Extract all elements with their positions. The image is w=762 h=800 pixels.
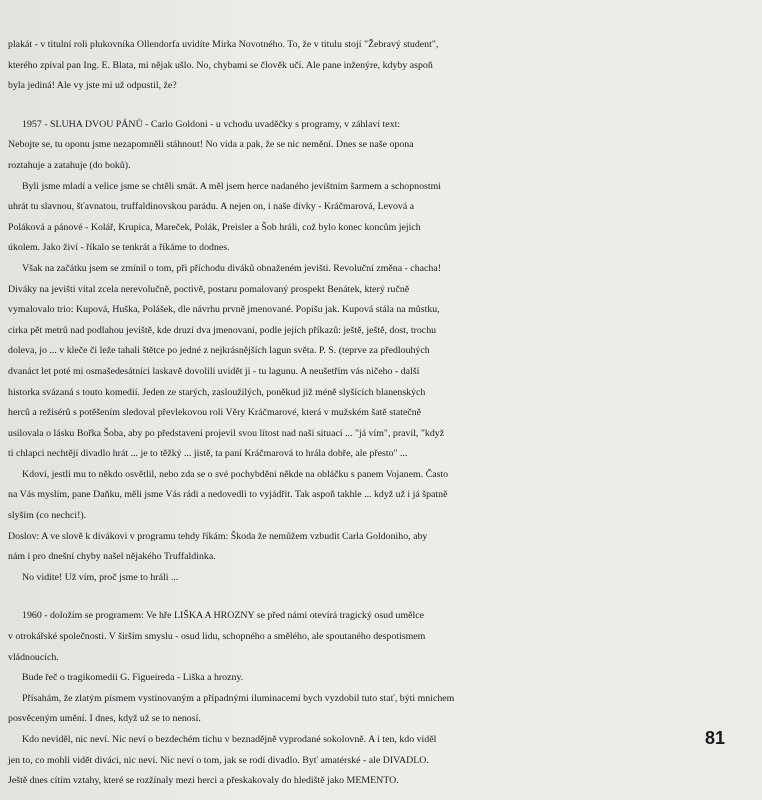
- paragraph-gap: [8, 97, 708, 115]
- text-line: Bude řeč o tragikomedii G. Figueireda - Liška a hrozny.: [22, 672, 244, 684]
- text-line: jen to, co mohli vidět diváci, nic neví. Nic neví o tom, jak se rodí divadlo. Byť amatérské - ale DIVADLO.: [8, 754, 429, 766]
- text-line: Však na začátku jsem se zmínil o tom, při příchodu diváků obnaženém jevišti. Revoluční změna - chacha!: [22, 262, 442, 274]
- paragraph-gap: [8, 588, 708, 606]
- text-line: No vidíte! Už vím, proč jsme to hráli ...: [22, 571, 179, 583]
- text-line: Kdoví, jestli mu to někdo osvětlil, nebo zda se o své pochybdění někde na obláčku s panem Vojanem. Často: [22, 468, 449, 480]
- page-number: 81: [705, 728, 726, 748]
- text-line: uhrát tu slavnou, šťavnatou, truffaldinovskou parádu. A nejen on, i naše dívky - Kráčmarová, Levová a: [8, 201, 415, 213]
- text-line: úkolem. Jako živí - říkalo se tenkrát a říkáme to dodnes.: [8, 242, 230, 254]
- text-line: slyším (co nechci!).: [8, 510, 87, 522]
- text-line: Diváky na jevišti vítal zcela nerevolučně, poctivě, postaru pomalovaný prospekt Benátek, který ručně: [8, 283, 410, 295]
- text-line: posvěceným umění. I dnes, když už se to nenosí.: [8, 713, 201, 725]
- text-line: herců a režisérů s potěšením sledoval převlekovou roli Věry Kráčmarové, která v mužském šatě statečně: [8, 407, 422, 419]
- text-line: Přísahám, že zlatým písmem vystínovaným a případnými iluminacemi bych vyzdobil tuto stať, býti mnichem: [22, 692, 455, 704]
- text-line: cirka pět metrů nad podlahou jeviště, kde druzí dva jmenovaní, podle jejích příkazů: ještě, ještě, dost, trochu: [8, 324, 437, 336]
- text-line: Doslov: A ve slově k divákovi v programu tehdy říkám: Škoda že nemůžem vzbudit Carla Goldoniho, aby: [8, 530, 428, 542]
- page-text: [0, 35, 708, 792]
- text-line: nám i pro dnešní chyby našel nějakého Truffaldinka.: [8, 551, 216, 563]
- text-line: kterého zpíval pan Ing. E. Blata, mi nějak ušlo. No, chybami se člověk učí. Ale pane inženýre, kdyby aspoň: [8, 59, 433, 71]
- text-line: na Vás myslím, pane Daňku, měli jsme Vás rádi a nedovedli to vyjádřit. Tak aspoň takhle ... když už i já špatně: [8, 489, 448, 501]
- text-line: Poláková a pánové - Kolář, Krupica, Mareček, Polák, Preisler a Šob hráli, což bylo konec koncům jejich: [8, 221, 421, 233]
- text-line: usilovala o lásku Bořka Šoba, aby po představení projevil svou lítost nad naší situací ... "já vím", pravil, "když: [8, 427, 445, 439]
- text-line: Nebojte se, tu oponu jsme nezapomněli stáhnout! No vida a pak, že se nic nemění. Dnes se naše opona: [8, 139, 414, 151]
- text-line: 1960 - doložím se programem: Ve hře LIŠKA A HROZNY se před námi otevírá tragický osud umělce: [22, 610, 425, 622]
- text-line: 1957 - SLUHA DVOU PÁNŮ - Carlo Goldoni - u vchodu uvaděčky s programy, v záhlaví text:: [22, 118, 401, 130]
- text-line: ti chlapci nechtějí divadlo hrát ... je to těžký ... jistě, ta paní Kráčmarová to hrála dobře, ale přesto" ...: [8, 448, 408, 460]
- text-line: Ještě dnes cítím vztahy, které se rozžínaly mezi herci a přeskakovaly do hlediště jako MEMENTO.: [8, 775, 399, 787]
- text-line: doleva, jo ... v kleče či leže tahali štětce po jedné z nejkrásnějších lagun světa. P. S. (teprve za předlouhých: [8, 345, 430, 357]
- text-line: historka svázaná s touto komedií. Jeden ze starých, zasloužilých, poněkud již méně slyšících blanenských: [8, 386, 426, 398]
- text-line: vymalovalo trio: Kupová, Huška, Polášek, dle návrhu prvně jmenované. Popíšu jak. Kupová stála na můstku,: [8, 304, 440, 316]
- text-line: Kdo neviděl, nic neví. Nic neví o bezdechém tichu v beznadějně vyprodané sokolovně. A i ten, kdo viděl: [22, 734, 437, 745]
- text-line: roztahuje a zatahuje (do boků).: [8, 159, 131, 171]
- text-line: plakát - v titulní roli plukovníka Ollendorfa uvidíte Mirka Novotného. To, že v titulu stojí "Žebravý student",: [8, 39, 439, 50]
- text-line: v otrokářské společnosti. V širším smyslu - osud lidu, schopného a smělého, ale spoutaného despotismem: [8, 631, 426, 643]
- text-line: vládnoucích.: [8, 651, 59, 663]
- text-line: byla jediná! Ale vy jste mi už odpustil, že?: [8, 80, 177, 92]
- text-line: dvanáct let poté mi osmašedesátníci laskavě dovolili uvidět ji - tu lagunu. A neušetřím vás ničeho - další: [8, 365, 420, 377]
- text-line: Byli jsme mladí a velice jsme se chtěli smát. A měl jsem herce nadaného jevištním šarmem a schopnostmi: [22, 180, 442, 192]
